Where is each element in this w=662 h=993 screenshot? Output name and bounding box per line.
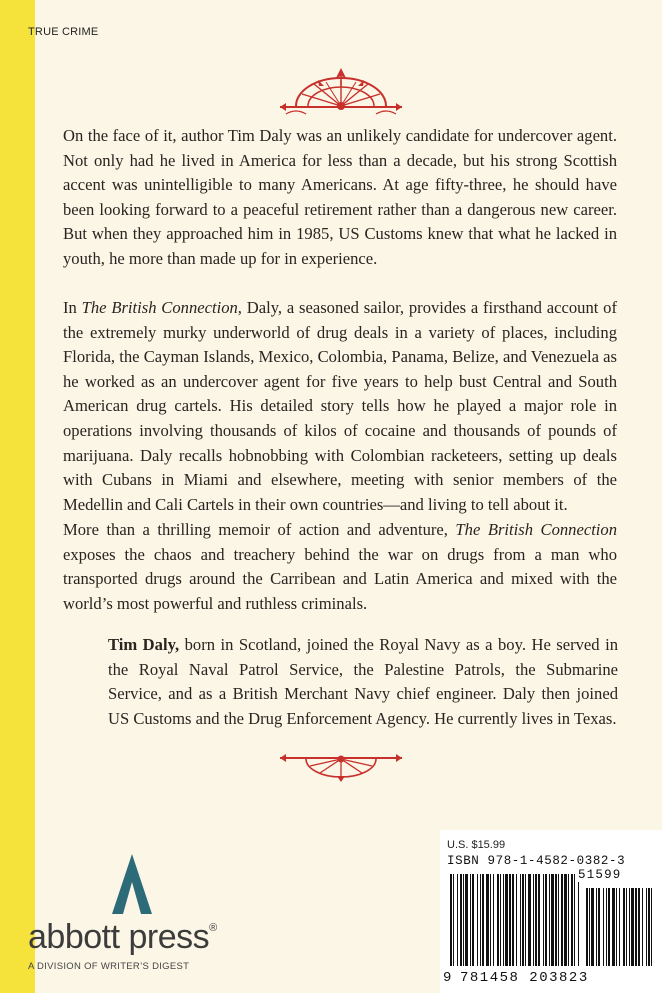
- barcode-bar: [608, 888, 610, 966]
- barcode-bar: [598, 888, 600, 966]
- barcode-bar: [500, 874, 501, 966]
- barcode-bar: [450, 874, 452, 966]
- barcode-bar: [497, 874, 499, 966]
- registered-mark: ®: [209, 922, 217, 934]
- barcode-bar: [626, 888, 627, 966]
- publisher-logo: [28, 852, 248, 972]
- book-title-italic: The British Connection: [81, 298, 238, 317]
- paragraph-text: [63, 518, 617, 616]
- paragraph-text: [63, 296, 617, 517]
- barcode-bar: [606, 888, 607, 966]
- barcode-bar: [525, 874, 526, 966]
- barcode-bar: [638, 888, 640, 966]
- barcode-bar: [512, 874, 514, 966]
- barcode-bar: [623, 888, 625, 966]
- ean-first-digit: 9: [443, 970, 452, 986]
- price-label: U.S. $15.99: [447, 839, 506, 851]
- barcode-bar: [482, 874, 484, 966]
- barcode-bar: [646, 888, 647, 966]
- yellow-spine-bar: [0, 0, 35, 993]
- barcode-bar: [528, 874, 531, 966]
- barcode-bar: [509, 874, 511, 966]
- barcode-bar: [460, 874, 462, 966]
- barcode-bar: [480, 874, 481, 966]
- genre-label: TRUE CRIME: [28, 26, 99, 38]
- barcode-bar: [503, 874, 504, 966]
- barcode-bar: [549, 874, 550, 966]
- barcode-bar: [629, 888, 630, 966]
- barcode-bar: [463, 874, 464, 966]
- barcode-bar: [596, 888, 597, 966]
- book-title-italic: The British Connection: [455, 520, 618, 539]
- barcode-bar: [568, 874, 569, 966]
- barcode-bar: [603, 888, 604, 966]
- barcode-bar: [586, 888, 588, 966]
- barcode-bar: [648, 888, 650, 966]
- barcode-bar: [516, 874, 517, 966]
- barcode-bar: [470, 874, 471, 966]
- barcode-bar: [631, 888, 634, 966]
- barcode-panel: [440, 830, 662, 993]
- barcode-bar: [486, 874, 489, 966]
- barcode-bar: [533, 874, 534, 966]
- paragraph-lead: In: [63, 298, 82, 317]
- barcode-bar: [612, 888, 615, 966]
- barcode-bar: [616, 888, 617, 966]
- sunburst-ornament-icon: [276, 752, 406, 784]
- abbott-a-logo-icon: [108, 852, 156, 916]
- barcode-bar: [589, 888, 590, 966]
- paragraph-text: On the face of it, author Tim Daly was an unlikely candidate for undercover agent. Not only had he lived in America for less than a decade, but his strong Scottish accent was unintelligible to many Americans. At age fifty-three, he should have been looking forward to a peaceful retirement rather than a dangerous new career. But when they approached him in 1985, US Customs knew that what he lacked in youth, he more than made up for in experience.: [63, 126, 617, 268]
- description-paragraph-2: [63, 296, 617, 517]
- barcode-bar: [578, 874, 579, 966]
- barcode-bar: [571, 874, 573, 966]
- barcode-bar: [651, 888, 652, 966]
- barcode-bar: [477, 874, 478, 966]
- publisher-tagline: A DIVISION OF WRITER’S DIGEST: [28, 961, 190, 972]
- paragraph-lead: More than a thrilling memoir of action and adventure,: [63, 520, 456, 539]
- description-paragraph-3: [63, 518, 617, 616]
- publisher-name: [28, 918, 217, 957]
- barcode-bar: [574, 874, 575, 966]
- isbn-label: ISBN 978-1-4582-0382-3: [447, 854, 626, 868]
- author-name: Tim Daly,: [108, 635, 180, 654]
- barcode-bar: [493, 874, 494, 966]
- barcode-bar: [453, 874, 454, 966]
- barcode-bar: [465, 874, 468, 966]
- author-bio-text: born in Scotland, joined the Royal Navy as a boy. He served in the Royal Naval Patrol Service, the Palestine Patrols, the Submarine Service, and as a British Merchant Navy chief engineer. Daly then joined US Customs and the Drug Enforcement Agency. He currently lives in Texas.: [108, 635, 618, 728]
- paragraph-body: exposes the chaos and treachery behind the war on drugs from a man who transported drugs around the Carribean and Latin America and mixed with the world’s most powerful and ruthless criminals.: [63, 544, 617, 613]
- description-paragraph-1: [63, 124, 617, 272]
- barcode-bar: [558, 874, 559, 966]
- barcode-bar: [490, 874, 491, 966]
- barcode-bar: [561, 874, 563, 966]
- barcode-bar: [635, 888, 637, 966]
- barcode-bar: [457, 874, 458, 966]
- paragraph-body: , Daly, a seasoned sailor, provides a firsthand account of the extremely murky underworld of drug deals in a variety of places, including Florida, the Cayman Islands, Mexico, Colombia, Panama, Belize, and Venezuela as he worked as an undercover agent for five years to help bust Central and South American drug cartels. His detailed story tells how he played a major role in operations involving thousands of kilos of cocaine and thousands of pounds of marijuana. Daly recalls hobnobbing with Colombian racketeers, setting up deals with Cubans in Miami and elsewhere, meeting with senior members of the Medellin and Cali Cartels in their own countries—and living to tell about it.: [63, 298, 617, 514]
- barcode-bar: [522, 874, 524, 966]
- barcode-bar: [472, 874, 474, 966]
- barcode-bar: [505, 874, 508, 966]
- publisher-name-text: abbott press: [28, 918, 210, 956]
- barcode-bar: [545, 874, 547, 966]
- barcode-bar: [555, 874, 557, 966]
- barcode-bar: [564, 874, 567, 966]
- barcode-bar: [538, 874, 540, 966]
- barcode-bar: [535, 874, 537, 966]
- barcode-bars: [450, 874, 656, 970]
- barcode-bar: [551, 874, 554, 966]
- barcode-bar: [520, 874, 521, 966]
- ean-digits: 781458 203823: [460, 970, 589, 986]
- sunburst-ornament-icon: [276, 66, 406, 116]
- barcode-bar: [591, 888, 594, 966]
- price-code: 51599: [578, 868, 622, 882]
- barcode-bar: [642, 888, 643, 966]
- barcode-bar: [619, 888, 620, 966]
- barcode-bar: [543, 874, 544, 966]
- author-bio: [108, 633, 618, 731]
